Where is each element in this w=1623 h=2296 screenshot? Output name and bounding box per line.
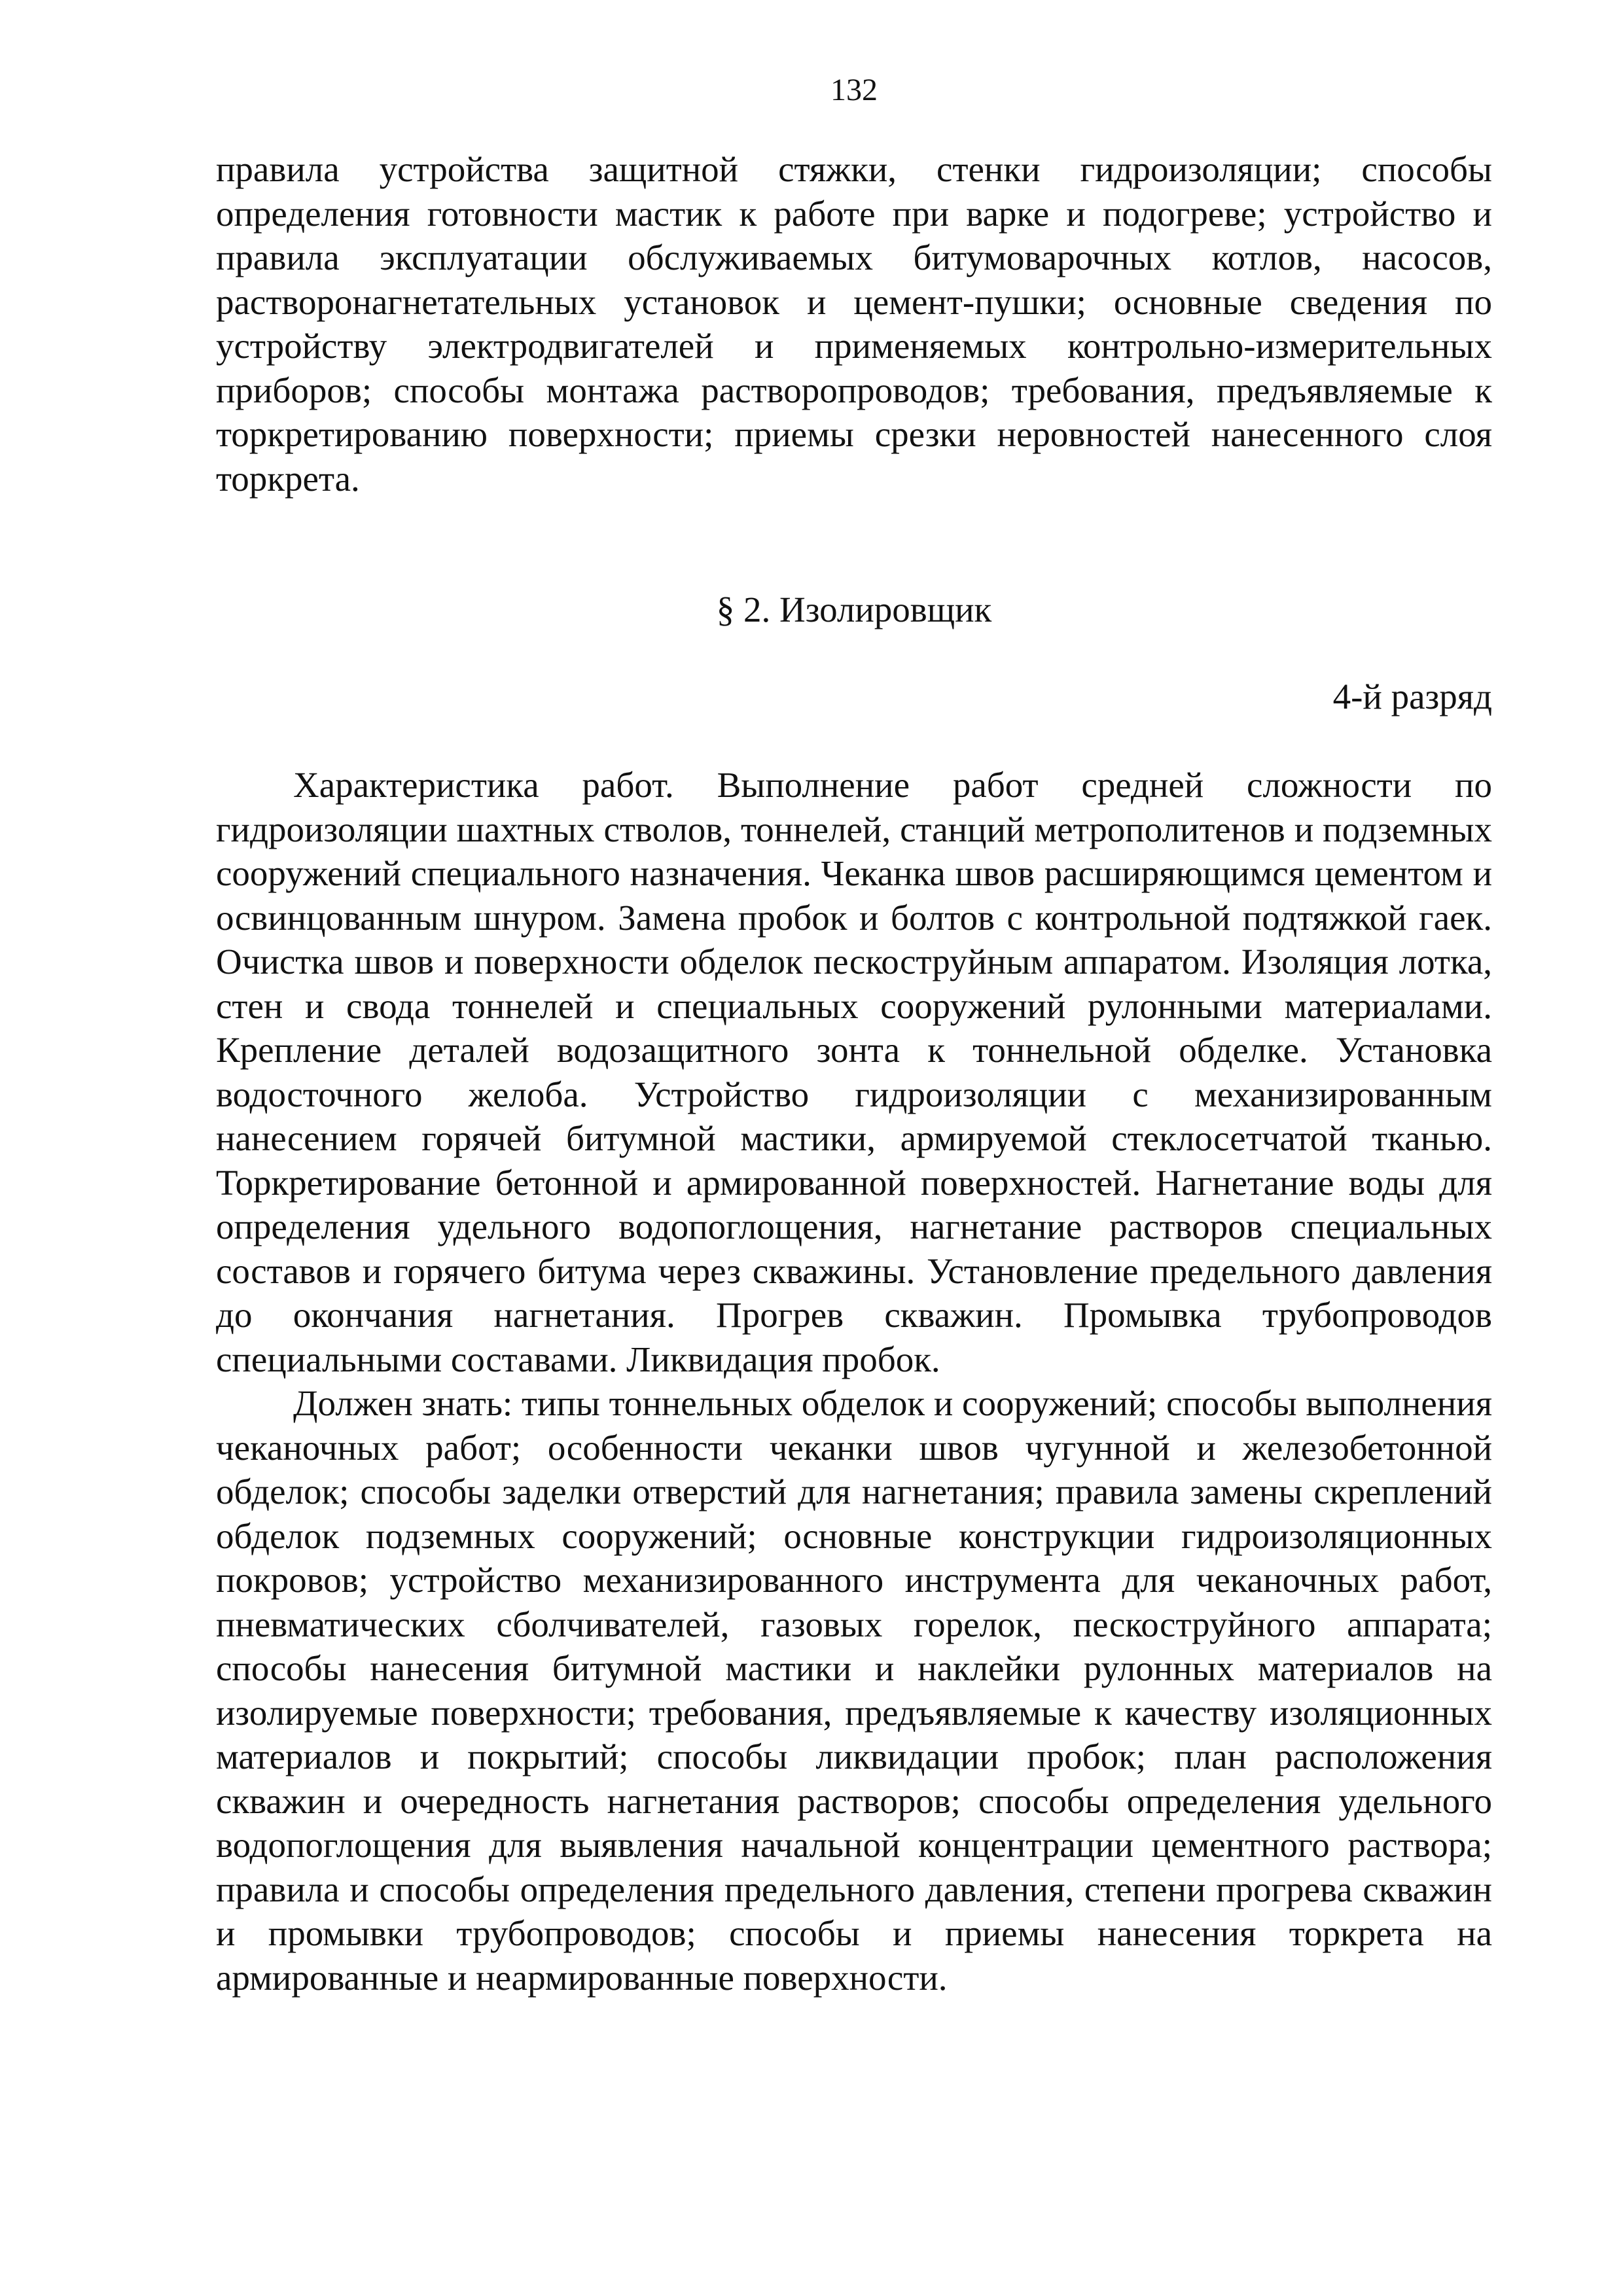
must-know-paragraph: Должен знать: типы тоннельных обделок и сооружений; способы выполнения чеканочных работ; особенности чеканки швов чугунной и железобетонной обделок; способы заделки отверстий для нагнетания; правила замены скреплений обделок подземных сооружений; основные конструкции гидроизоляционных покровов; устройство механизированного инструмента для чеканочных работ, пневматических сболчивателей, газовых горелок, пескоструйного аппарата; способы нанесения битумной мастики и наклейки рулонных материалов на изолируемые поверхности; требования, предъявляемые к качеству изоляционных материалов и покрытий; способы ликвидации пробок; план расположения скважин и очередность нагнетания растворов; способы определения удельного водопоглощения для выявления начальной концентрации цементного раствора; правила и способы определения предельного давления, степени прогрева скважин и промывки трубопроводов; способы и приемы нанесения торкрета на армированные и неармированные поверхности. [216,1383,1492,1998]
section-title: § 2. Изолировщик [716,590,992,629]
grade-label: 4-й разряд [1332,677,1492,716]
intro-paragraph: правила устройства защитной стяжки, стенки гидроизоляции; способы определения готовности мастик к работе при варке и подогреве; устройство и правила эксплуатации обслуживаемых битумоварочных котлов, насосов, растворонагнетательных установок и цемент-пушки; основные сведения по устройству электродвигателей и применяемых контрольно-измерительных приборов; способы монтажа растворопроводов; требования, предъявляемые к торкретированию поверхности; приемы срезки неровностей нанесенного слоя торкрета. [216,149,1492,499]
page-number: 132 [830,73,878,107]
characteristics-paragraph: Характеристика работ. Выполнение работ средней сложности по гидроизоляции шахтных стволов, тоннелей, станций метрополитенов и подземных сооружений специального назначения. Чеканка швов расширяющимся цементом и освинцованным шнуром. Замена пробок и болтов с контрольной подтяжкой гаек. Очистка швов и поверхности обделок пескоструйным аппаратом. Изоляция лотка, стен и свода тоннелей и специальных сооружений рулонными материалами. Крепление деталей водозащитного зонта к тоннельной обделке. Установка водосточного желоба. Устройство гидроизоляции с механизированным нанесением горячей битумной мастики, армируемой стеклосетчатой тканью. Торкретирование бетонной и армированной поверхностей. Нагнетание воды для определения удельного водопоглощения, нагнетание растворов специальных составов и горячего битума через скважины. Установление предельного давления до окончания нагнетания. Прогрев скважин. Промывка трубопроводов специальными составами. Ликвидация пробок. [216,765,1492,1379]
section-body [216,763,1492,2000]
